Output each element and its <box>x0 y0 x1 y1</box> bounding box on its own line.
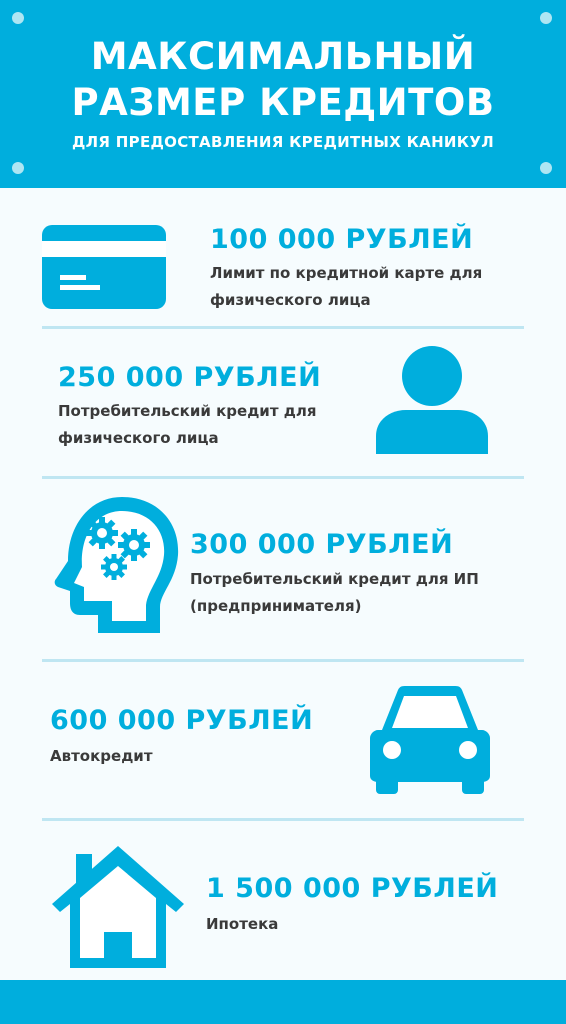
section-divider <box>42 476 524 479</box>
page-subtitle: ДЛЯ ПРЕДОСТАВЛЕНИЯ КРЕДИТНЫХ КАНИКУЛ <box>72 133 494 151</box>
page-title-line1: МАКСИМАЛЬНЫЙ <box>90 35 476 78</box>
desc-car-loan-line1: Автокредит <box>50 747 153 765</box>
amount-consumer-loan: 250 000 РУБЛЕЙ <box>58 362 322 393</box>
desc-credit-card-line2: физического лица <box>210 291 371 309</box>
footer-banner <box>0 980 566 1024</box>
desc-credit-card-line1: Лимит по кредитной карте для <box>210 264 483 282</box>
page-title-line2: РАЗМЕР КРЕДИТОВ <box>71 81 495 124</box>
section-divider <box>42 659 524 662</box>
decor-dot <box>540 12 552 24</box>
car-icon <box>370 686 490 794</box>
amount-entrepreneur-loan: 300 000 РУБЛЕЙ <box>190 529 454 560</box>
desc-consumer-loan-line1: Потребительский кредит для <box>58 402 317 420</box>
desc-entrepreneur-loan-line1: Потребительский кредит для ИП <box>190 570 479 588</box>
amount-mortgage: 1 500 000 РУБЛЕЙ <box>206 873 499 904</box>
head-gears-icon <box>52 495 192 635</box>
decor-dot <box>12 12 24 24</box>
header-banner <box>0 0 566 188</box>
amount-car-loan: 600 000 РУБЛЕЙ <box>50 705 314 736</box>
decor-dot <box>540 162 552 174</box>
house-icon <box>52 846 184 968</box>
decor-dot <box>12 162 24 174</box>
section-divider <box>42 326 524 329</box>
desc-consumer-loan-line2: физического лица <box>58 429 219 447</box>
person-icon <box>376 346 488 454</box>
credit-card-icon <box>42 225 166 309</box>
desc-entrepreneur-loan-line2: (предпринимателя) <box>190 597 362 615</box>
amount-credit-card: 100 000 РУБЛЕЙ <box>210 224 474 255</box>
section-divider <box>42 818 524 821</box>
desc-mortgage-line1: Ипотека <box>206 915 279 933</box>
